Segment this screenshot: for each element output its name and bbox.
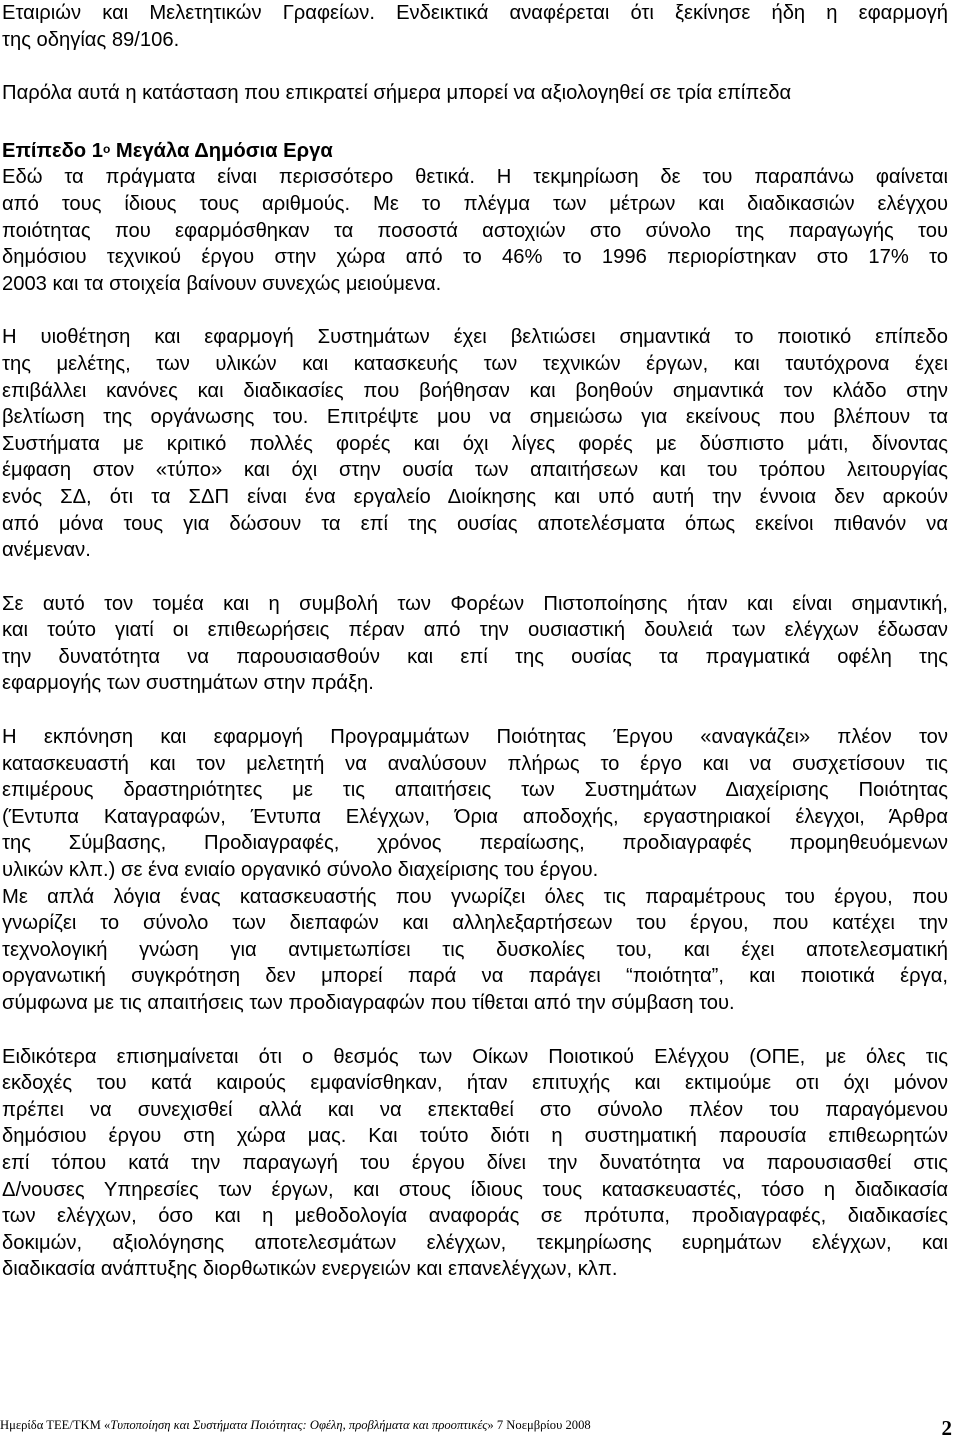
text-line: Με απλά λόγια ένας κατασκευαστής που γνωρίζει όλες τις παραμέτρους του έργου, που [2,885,948,908]
paragraph-public-works [2,164,948,297]
text-line: Παρόλα αυτά η κατάσταση που επικρατεί σήμερα μπορεί να αξιολογηθεί σε τρία επίπεδα [2,82,792,105]
text-line: και τούτο γιατί οι επιθεωρήσεις πέραν από την ουσιαστική δουλειά των ελέγχων έδωσαν [2,619,948,642]
text-line: τεχνολογική γνώση για αντιμετωπίσει τις δυσκολίες του, και έχει αποτελεσματική [2,938,948,961]
paragraph-certification-bodies [2,591,948,697]
text-line: έμφαση στον «τύπο» και όχι στην ουσία των απαιτήσεων και του τρόπου λειτουργίας [2,459,948,482]
text-line: Η υιοθέτηση και εφαρμογή Συστημάτων έχει βελτιώσει σημαντικά το ποιοτικό επίπεδο [2,326,948,349]
page-number: 2 [941,1416,952,1440]
paragraph-levels-intro [2,80,948,107]
text-line: επιμέρους δραστηριότητες με τις απαιτήσεις των Συστημάτων Διαχείρισης Ποιότητας [2,779,948,802]
document-page [2,0,948,1283]
paragraph-quality-control-houses [2,1044,948,1283]
page-footer [0,1416,956,1440]
text-line: δοκιμών, αξιολόγησης αποτελεσμάτων ελέγχων, τεκμηρίωσης ευρημάτων ελέγχων, και [2,1231,948,1254]
heading-suffix: Μεγάλα Δημόσια Εργα [110,139,333,162]
paragraph-systems-adoption [2,324,948,563]
text-line: σύμφωνα με τις απαιτήσεις των προδιαγραφών που τίθεται από την σύμβαση του. [2,992,735,1014]
text-line: Ειδικότερα επισημαίνεται ότι ο θεσμός των Οίκων Ποιοτικού Ελέγχου (ΟΠΕ, με όλες τις [2,1045,948,1068]
text-line: Δ/νουσες Υπηρεσίες των έργων, και στους ίδιους τους κατασκευαστές, τόσο η διαδικασία [2,1178,948,1201]
text-line: Εταιριών και Μελετητικών Γραφείων. Ενδεικτικά αναφέρεται ότι ξεκίνησε ήδη η εφαρμογή [2,2,948,24]
text-line: της Σύμβασης, Προδιαγραφές, χρόνος περαίωσης, προδιαγραφές προμηθευόμενων [2,832,948,855]
text-line: δημόσιου τεχνικού έργου στην χώρα από το 46% το 1996 περιορίστηκαν στο 17% το [2,246,948,269]
footer-title: Τυποποίηση και Συστήματα Ποιότητας: Οφέλη, προβλήματα και προοπτικές [110,1418,488,1432]
heading-prefix: Επίπεδο 1 [2,139,103,162]
paragraph-simple-words [2,884,948,1017]
text-line: ποιότητας που εφαρμόσθηκαν τα ποσοστά αστοχιών στο σύνολο της παραγωγής του [2,219,948,242]
text-line: ενός ΣΔ, ότι τα ΣΔΠ είναι ένα εργαλείο Διοίκησης και υπό αυτή την έννοια δεν αρκούν [2,485,948,508]
text-line: βελτίωση της οργάνωσης του. Επιτρέψτε μου να σημειώσω για εκείνους που βλέπουν τα [2,406,948,429]
text-line: της μελέτης, των υλικών και κατασκευής των τεχνικών έργων, και ταυτόχρονα έχει [2,352,948,375]
text-line: υλικών κλπ.) σε ένα ενιαίο οργανικό σύνολο διαχείρισης του έργου. [2,859,599,882]
footer-text [0,1418,591,1433]
paragraph-quality-programs [2,724,948,884]
footer-suffix: » 7 Νοεμβρίου 2008 [487,1418,591,1432]
text-line: την δυνατότητα να παρουσιασθούν και επί της ουσίας τα πραγματικά οφέλη της [2,645,948,668]
text-line: Σε αυτό τον τομέα και η συμβολή των Φορέων Πιστοποίησης ήταν και είναι σημαντική, [2,592,948,615]
text-line: διαδικασία ανάπτυξης διορθωτικών ενεργειών και επανελέγχων, κλπ. [2,1258,618,1281]
text-line: εφαρμογής των συστημάτων στην πράξη. [2,672,374,695]
text-line: γνωρίζει το σύνολο των διεπαφών και αλληλεξαρτήσεων του έργου, που κατέχει την [2,912,948,935]
text-line: από τους ίδιους τους αριθμούς. Με το πλέγμα των μέτρων και διαδικασιών ελέγχου [2,192,948,215]
text-line: 2003 και τα στοιχεία βαίνουν συνεχώς μειούμενα. [2,272,442,295]
heading-superscript: ο [102,141,111,156]
text-line: επιβάλλει κανόνες και διαδικασίες που βοήθησαν και βοηθούν σημαντικά τον κλάδο στην [2,379,948,402]
text-line: επί τόπου κατά την παραγωγή του έργου δίνει την δυνατότητα να παρουσιασθεί στις [2,1151,948,1174]
text-line: των ελέγχων, όσο και η μεθοδολογία αναφοράς σε πρότυπα, προδιαγραφές, διαδικασίες [2,1205,948,1228]
text-line: της οδηγίας 89/106. [2,28,180,51]
text-line: εκδοχές του κατά καιρούς εμφανίσθηκαν, ήταν επιτυχής και εκτιμούμε οτι όχι μόνον [2,1072,948,1095]
text-line: Η εκπόνηση και εφαρμογή Προγραμμάτων Ποιότητας Έργου «αναγκάζει» πλέον τον [2,726,948,749]
section-heading [2,138,948,165]
text-line: Εδώ τα πράγματα είναι περισσότερο θετικά. Η τεκμηρίωση δε του παραπάνω φαίνεται [2,166,948,189]
text-line: ανέμεναν. [2,539,91,562]
text-line: Συστήματα με κριτικό πολλές φορές και όχι λίγες φορές με δύσπιστο μάτι, δίνοντας [2,432,948,455]
text-line: πρέπει να συνεχισθεί αλλά και να επεκταθεί στο σύνολο πλέον του παραγόμενου [2,1098,948,1121]
text-line: κατασκευαστή και τον μελετητή να αναλύσουν πλήρως το έργο και να συσχετίσουν τις [2,752,948,775]
text-line: οργανωτική συγκρότηση δεν μπορεί παρά να παράγει “ποιότητα”, και ποιοτικά έργα, [2,965,948,988]
text-line: (Έντυπα Καταγραφών, Έντυπα Ελέγχων, Όρια αποδοχής, εργαστηριακοί έλεγχοι, Άρθρα [2,805,948,828]
footer-prefix: Ημερίδα ΤΕΕ/ΤΚΜ « [0,1418,111,1432]
text-line: δημόσιου έργου στη χώρα μας. Και τούτο διότι η συστηματική παρουσία επιθεωρητών [2,1125,948,1148]
text-line: από μόνα τους για δώσουν τα επί της ουσίας αποτελέσματα όπως εκείνοι πιθανόν να [2,512,948,535]
paragraph-intro [2,0,948,53]
